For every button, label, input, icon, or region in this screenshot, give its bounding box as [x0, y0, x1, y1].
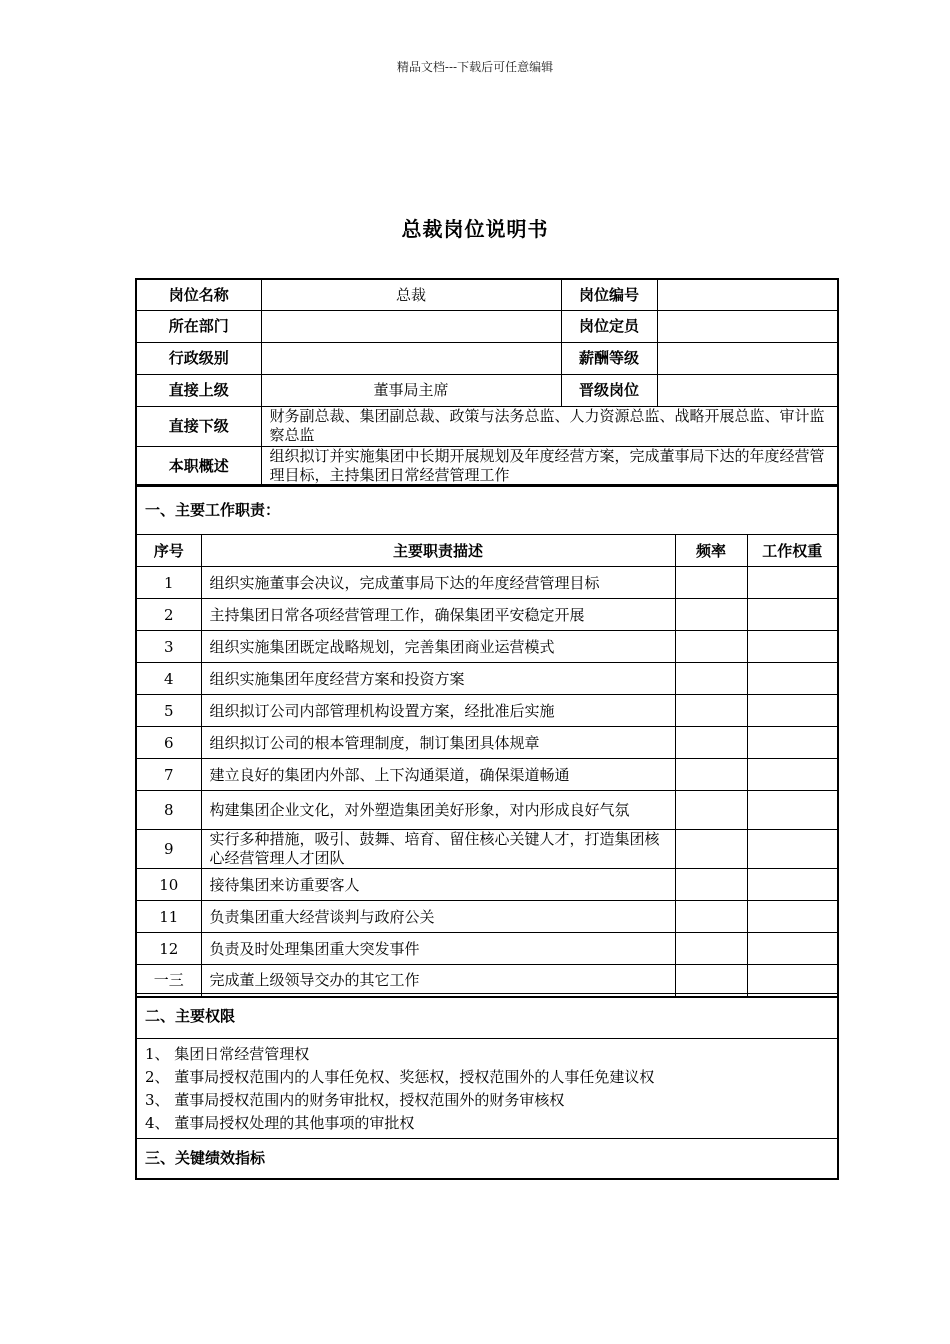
row-frequency [675, 759, 747, 791]
row-description: 组织实施集团年度经营方案和投资方案 [201, 663, 675, 695]
duties-section-title: 一、主要工作职责： [136, 485, 838, 535]
row-number: 8 [136, 791, 201, 830]
table-row [136, 791, 838, 830]
row-number: 11 [136, 901, 201, 933]
direct-superior-label: 直接上级 [136, 374, 261, 406]
table-row [136, 663, 838, 695]
headcount-label: 岗位定员 [561, 310, 657, 342]
row-frequency [675, 933, 747, 965]
table-row [136, 759, 838, 791]
table-row [136, 599, 838, 631]
table-row [136, 901, 838, 933]
summary-value: 组织拟订并实施集团中长期开展规划及年度经营方案，完成董事局下达的年度经营管理目标，主持集团日常经营管理工作 [261, 446, 838, 486]
row-number: 10 [136, 869, 201, 901]
row-description: 组织拟订公司内部管理机构设置方案，经批准后实施 [201, 695, 675, 727]
salary-grade-value [657, 342, 838, 374]
row-number: 1 [136, 567, 201, 599]
page-header-watermark: 精品文档---下载后可任意编辑 [396, 60, 554, 74]
row-description: 组织实施集团既定战略规划，完善集团商业运营模式 [201, 631, 675, 663]
row-number: 12 [136, 933, 201, 965]
row-number: 3 [136, 631, 201, 663]
row-weight [747, 631, 838, 663]
row-weight [747, 727, 838, 759]
document-title: 总裁岗位说明书 [401, 217, 549, 241]
position-info-table [135, 278, 839, 487]
salary-grade-label: 薪酬等级 [561, 342, 657, 374]
direct-subordinate-label: 直接下级 [136, 406, 261, 446]
row-description: 主持集团日常各项经营管理工作，确保集团平安稳定开展 [201, 599, 675, 631]
row-description: 负责及时处理集团重大突发事件 [201, 933, 675, 965]
kpi-section-title: 三、关键绩效指标 [136, 1139, 838, 1179]
column-header-no: 序号 [136, 535, 201, 567]
authority-list [136, 1039, 838, 1139]
row-number: 2 [136, 599, 201, 631]
admin-level-label: 行政级别 [136, 342, 261, 374]
row-frequency [675, 965, 747, 997]
position-name-label: 岗位名称 [136, 279, 261, 310]
row-frequency [675, 663, 747, 695]
row-number: 一三 [136, 965, 201, 997]
authority-item: 3、 董事局授权范围内的财务审批权，授权范围外的财务审核权 [145, 1090, 565, 1109]
table-row [136, 965, 838, 997]
table-row [136, 869, 838, 901]
row-description: 实行多种措施，吸引、鼓舞、培育、留住核心关键人才，打造集团核心经营管理人才团队 [201, 830, 675, 869]
row-weight [747, 869, 838, 901]
table-row [136, 695, 838, 727]
table-row [136, 567, 838, 599]
row-description: 建立良好的集团内外部、上下沟通渠道，确保渠道畅通 [201, 759, 675, 791]
row-description: 完成董上级领导交办的其它工作 [201, 965, 675, 997]
department-value [261, 310, 561, 342]
position-name-value: 总裁 [261, 279, 561, 310]
row-frequency [675, 869, 747, 901]
authority-table [135, 993, 839, 1180]
column-header-description: 主要职责描述 [201, 535, 675, 567]
table-row [136, 631, 838, 663]
row-weight [747, 759, 838, 791]
row-weight [747, 663, 838, 695]
position-code-value [657, 279, 838, 310]
row-number: 4 [136, 663, 201, 695]
column-header-weight: 工作权重 [747, 535, 838, 567]
row-weight [747, 567, 838, 599]
row-weight [747, 830, 838, 869]
table-row [136, 727, 838, 759]
row-description: 负责集团重大经营谈判与政府公关 [201, 901, 675, 933]
admin-level-value [261, 342, 561, 374]
row-number: 9 [136, 830, 201, 869]
row-description: 组织拟订公司的根本管理制度，制订集团具体规章 [201, 727, 675, 759]
row-number: 7 [136, 759, 201, 791]
authority-item: 1、 集团日常经营管理权 [145, 1044, 310, 1063]
direct-subordinate-value: 财务副总裁、集团副总裁、政策与法务总监、人力资源总监、战略开展总监、审计监察总监 [261, 406, 838, 446]
direct-superior-value: 董事局主席 [261, 374, 561, 406]
table-row [136, 830, 838, 869]
row-description: 接待集团来访重要客人 [201, 869, 675, 901]
row-frequency [675, 695, 747, 727]
row-frequency [675, 830, 747, 869]
position-code-label: 岗位编号 [561, 279, 657, 310]
authority-section-title: 二、主要权限 [136, 994, 838, 1039]
column-header-frequency: 频率 [675, 535, 747, 567]
row-number: 5 [136, 695, 201, 727]
row-weight [747, 965, 838, 997]
row-weight [747, 695, 838, 727]
row-frequency [675, 901, 747, 933]
row-weight [747, 791, 838, 830]
row-weight [747, 901, 838, 933]
row-weight [747, 933, 838, 965]
row-frequency [675, 567, 747, 599]
row-description: 组织实施董事会决议，完成董事局下达的年度经营管理目标 [201, 567, 675, 599]
promotion-label: 晋级岗位 [561, 374, 657, 406]
row-frequency [675, 599, 747, 631]
authority-item: 4、 董事局授权处理的其他事项的审批权 [145, 1113, 415, 1132]
authority-item: 2、 董事局授权范围内的人事任免权、奖惩权，授权范围外的人事任免建议权 [145, 1067, 655, 1086]
row-number: 6 [136, 727, 201, 759]
department-label: 所在部门 [136, 310, 261, 342]
row-weight [747, 599, 838, 631]
table-row [136, 933, 838, 965]
headcount-value [657, 310, 838, 342]
duties-table [135, 484, 839, 998]
row-frequency [675, 631, 747, 663]
row-description: 构建集团企业文化，对外塑造集团美好形象，对内形成良好气氛 [201, 791, 675, 830]
row-frequency [675, 791, 747, 830]
summary-label: 本职概述 [136, 446, 261, 486]
promotion-value [657, 374, 838, 406]
row-frequency [675, 727, 747, 759]
